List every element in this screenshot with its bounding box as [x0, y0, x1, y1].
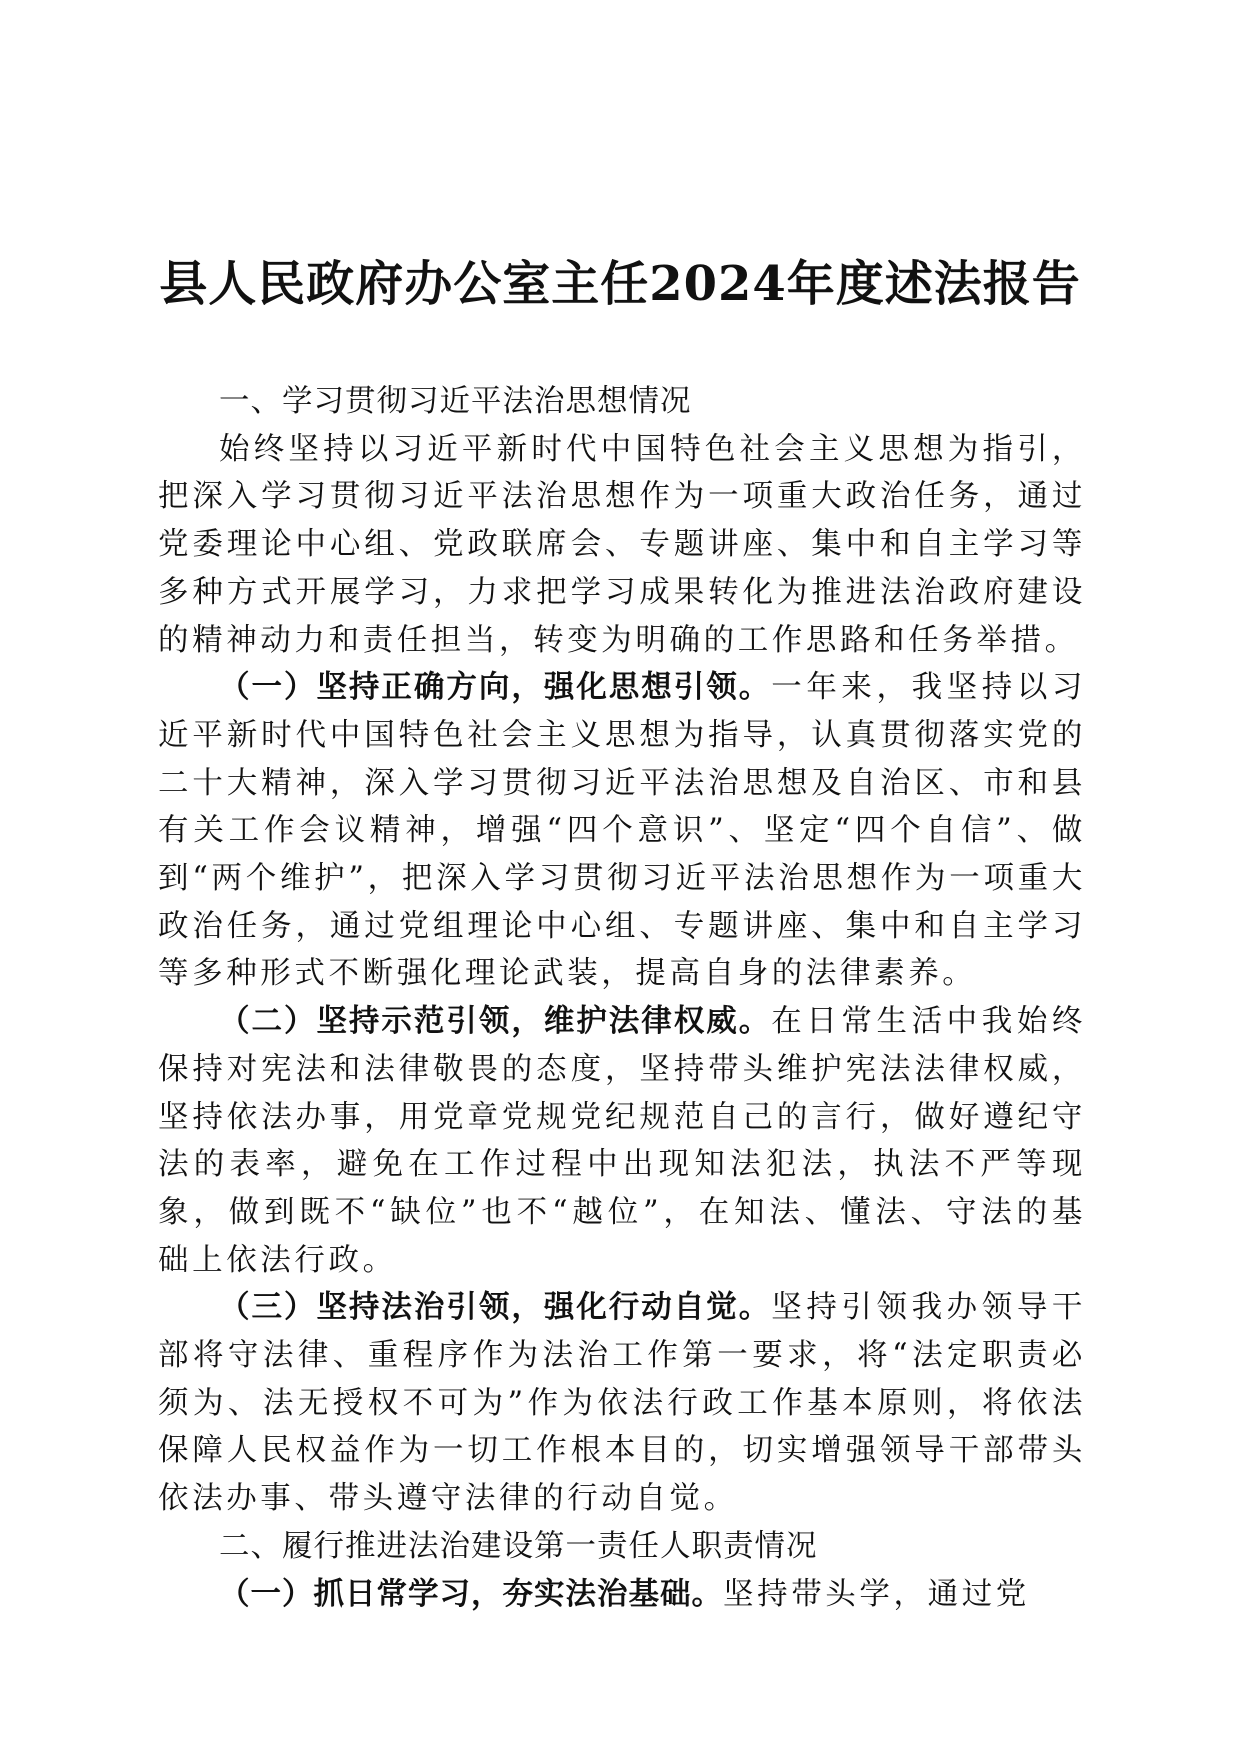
section-heading-2: 二、履行推进法治建设第一责任人职责情况 — [219, 1528, 818, 1564]
document-body — [158, 378, 1086, 1618]
section-1-item-2 — [158, 998, 1086, 1284]
item-lead: （一）坚持正确方向，强化思想引领。 — [219, 670, 772, 706]
item-lead: （一）抓日常学习，夯实法治基础。 — [219, 1576, 723, 1612]
item-text: 在日常生活中我始终保持对宪法和法律敬畏的态度，坚持带头维护宪法法律权威，坚持依法办事，用党章党规党纪规范自己的言行，做好遵纪守法的表率，避免在工作过程中出现知法犯法，执法不严等现象，做到既不“缺位”也不“越位”，在知法、懂法、守法的基础上依法行政。 — [158, 1004, 1087, 1278]
document-title: 县人民政府办公室主任2024年度述法报告 — [159, 256, 1081, 312]
section-heading-1: 一、学习贯彻习近平法治思想情况 — [219, 384, 692, 419]
item-text: 坚持带头学，通过党 — [723, 1576, 1030, 1612]
section-1-intro: 始终坚持以习近平新时代中国特色社会主义思想为指引，把深入学习贯彻习近平法治思想作为一项重大政治任务，通过党委理论中心组、党政联席会、专题讲座、集中和自主学习等多种方式开展学习，力求把学习成果转化为推进法治政府建设的精神动力和责任担当，转变为明确的工作思路和任务举措。 — [158, 431, 1086, 658]
item-lead: （二）坚持示范引领，维护法律权威。 — [219, 1004, 772, 1040]
item-text: 坚持引领我办领导干部将守法律、重程序作为法治工作第一要求，将“法定职责必须为、法无授权不可为”作为依法行政工作基本原则，将依法保障人民权益作为一切工作根本目的，切实增强领导干部带头依法办事、带头遵守法律的行动自觉。 — [158, 1290, 1087, 1517]
section-2-item-1 — [158, 1571, 1086, 1619]
item-text: 一年来，我坚持以习近平新时代中国特色社会主义思想为指导，认真贯彻落实党的二十大精神，深入学习贯彻习近平法治思想及自治区、市和县有关工作会议精神，增强“四个意识”、坚定“四个自信”、做到“两个维护”，把深入学习贯彻习近平法治思想作为一项重大政治任务，通过党组理论中心组、专题讲座、集中和自主学习等多种形式不断强化理论武装，提高自身的法律素养。 — [158, 670, 1087, 992]
section-1-item-3 — [158, 1284, 1086, 1523]
section-1-item-1 — [158, 664, 1086, 998]
item-lead: （三）坚持法治引领，强化行动自觉。 — [219, 1290, 772, 1326]
